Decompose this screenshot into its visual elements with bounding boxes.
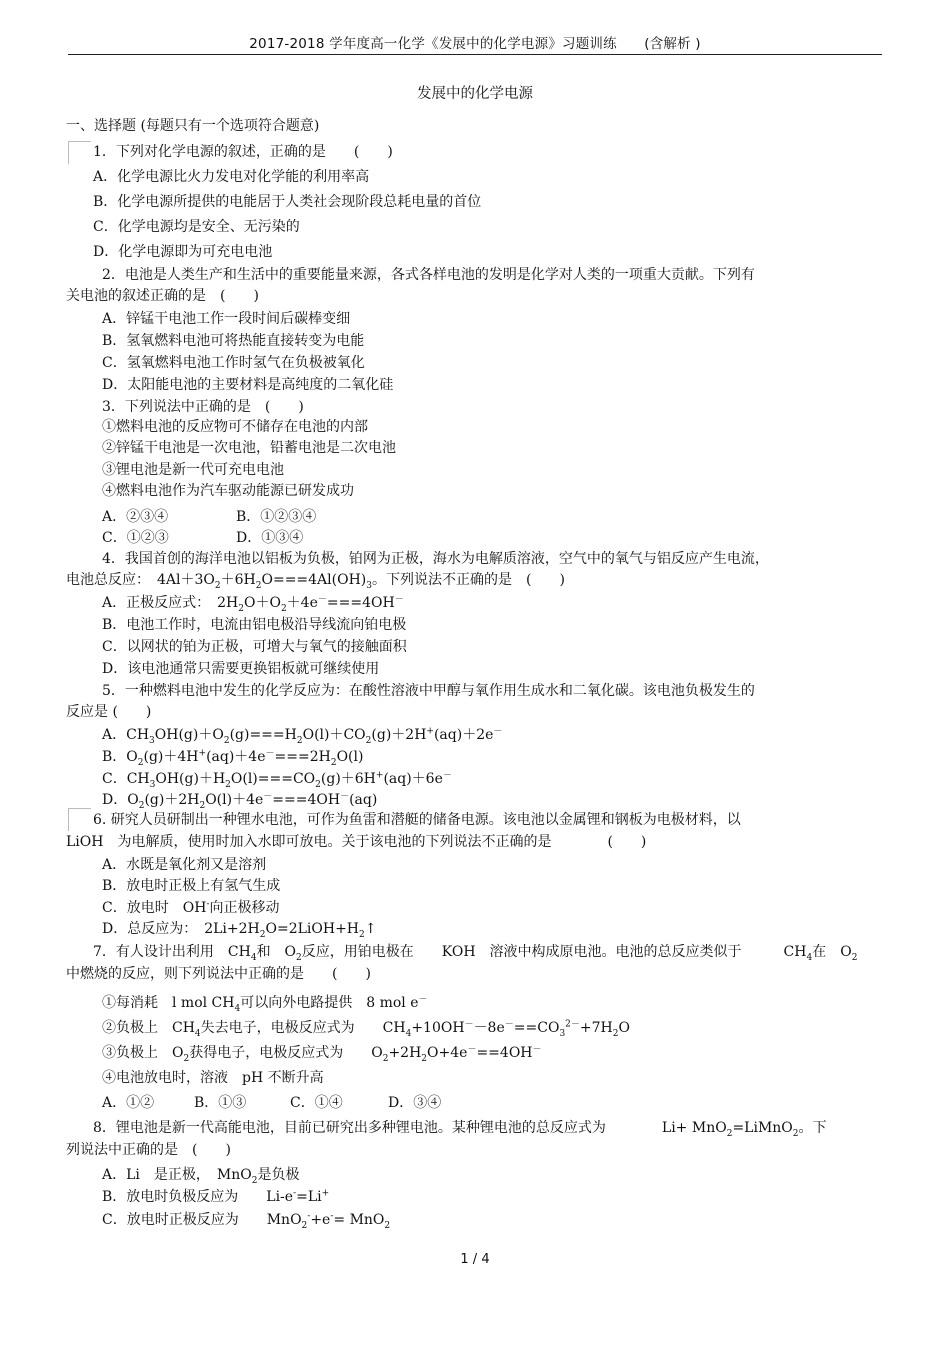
q5-option-d: D．$O_2(g)+2H_2O(l)+4e^-===4OH^-(aq)$ bbox=[102, 791, 378, 811]
q1-option-c: C．化学电源均是安全、无污染的 bbox=[93, 219, 300, 235]
q1-stem: 1．下列对化学电源的叙述，正确的是 ( ) bbox=[93, 144, 393, 160]
q3-statement-3: ③锂电池是新一代可充电电池 bbox=[102, 462, 284, 478]
q3-statement-4: ④燃料电池作为汽车驱动能源已研发成功 bbox=[102, 483, 354, 499]
q4-option-d: D．该电池通常只需要更换铝板就可继续使用 bbox=[102, 661, 380, 677]
q7-statement-4: ④电池放电时，溶液 pH 不断升高 bbox=[102, 1070, 324, 1086]
scan-mark bbox=[68, 141, 91, 164]
page-header: 2017-2018 学年度高一化学《发展中的化学电源》习题训练 (含解析 ) bbox=[68, 32, 882, 55]
q5-option-c: C．$CH_3OH(g)+H_2O(l)===CO_2(g)+6H^+(aq)+6e^-$ bbox=[102, 770, 452, 790]
page-number: 1 / 4 bbox=[460, 1252, 490, 1267]
q3-option-b: B．①②③④ bbox=[236, 509, 317, 525]
q3-option-a: A．②③④ bbox=[102, 509, 169, 525]
section-heading: 一、选择题 (每题只有一个选项符合题意) bbox=[66, 118, 320, 134]
q3-stem: 3．下列说法中正确的是 ( ) bbox=[102, 399, 304, 415]
q7-stem-line2: 中燃烧的反应，则下列说法中正确的是 ( ) bbox=[66, 966, 371, 982]
q7-stem-line1: 7．有人设计出利用 $CH_4$和 $O_2$反应，用铂电极在 KOH 溶液中构成原电池。电池的总反应类似于 $CH_4$在 $O_2$ bbox=[93, 944, 858, 963]
q3-option-c: C．①②③ bbox=[102, 530, 169, 546]
q1-option-b: B．化学电源所提供的电能居于人类社会现阶段总耗电量的首位 bbox=[93, 194, 482, 210]
q7-option-b: B．①③ bbox=[194, 1095, 247, 1111]
q6-option-c: C．放电时 OH-向正极移动 bbox=[102, 899, 280, 916]
q4-option-b: B．电池工作时，电流由铝电极沿导线流向铂电极 bbox=[102, 617, 407, 633]
q2-option-a: A．锌锰干电池工作一段时间后碳棒变细 bbox=[102, 311, 351, 327]
q5-option-a: A．$CH_3OH(g)+O_2(g)===H_2O(l)+CO_2(g)+2H^+(aq)+2e^-$ bbox=[102, 726, 503, 746]
q4-option-a: A．正极反应式： $2H_2O+O_2+4e^-===4OH^-$ bbox=[102, 594, 404, 614]
q6-stem-line1: 6. 研究人员研制出一种锂水电池，可作为鱼雷和潜艇的储备电源。该电池以金属锂和钢板为电极材料，以 bbox=[93, 812, 741, 828]
q5-stem-line1: 5．一种燃料电池中发生的化学反应为：在酸性溶液中甲醇与氧作用生成水和二氧化碳。该电池负极发生的 bbox=[102, 683, 755, 699]
document-title: 发展中的化学电源 bbox=[417, 86, 533, 102]
q7-option-a: A．①② bbox=[102, 1095, 155, 1111]
q7-statement-1: ①每消耗 l mol $CH_4$可以向外电路提供 8 mol e－ bbox=[102, 994, 428, 1014]
q3-statement-2: ②锌锰干电池是一次电池，铅蓄电池是二次电池 bbox=[102, 440, 396, 456]
q2-option-c: C．氢氧燃料电池工作时氢气在负极被氧化 bbox=[102, 355, 365, 371]
q1-option-d: D．化学电源即为可充电电池 bbox=[93, 244, 273, 260]
q3-statement-1: ①燃料电池的反应物可不储存在电池的内部 bbox=[102, 419, 368, 435]
q4-stem-line1: 4．我国首创的海洋电池以铝板为负极，铂网为正极，海水为电解质溶液，空气中的氧气与铝反应产生电流， bbox=[102, 551, 769, 567]
q5-stem-line2: 反应是 ( ) bbox=[66, 704, 152, 720]
q2-stem-line1: 2．电池是人类生产和生活中的重要能量来源，各式各样电池的发明是化学对人类的一项重大贡献。下列有 bbox=[102, 267, 755, 283]
q2-option-d: D．太阳能电池的主要材料是高纯度的二氧化硅 bbox=[102, 377, 394, 393]
q8-stem-line2: 列说法中正确的是 ( ) bbox=[66, 1142, 231, 1158]
q8-option-b: B．放电时负极反应为 Li-e-=Li+ bbox=[102, 1188, 330, 1205]
q3-option-d: D．①③④ bbox=[236, 530, 304, 546]
q2-option-b: B．氢氧燃料电池可将热能直接转变为电能 bbox=[102, 333, 365, 349]
q8-option-c: C．放电时正极反应为 MnO$_2$-+e-= MnO$_2$ bbox=[102, 1211, 391, 1231]
q7-statement-3: ③负极上 $O_2$获得电子，电极反应式为 $O_2+2H_2O+4e^-==4OH^-$ bbox=[102, 1044, 542, 1064]
q6-option-b: B．放电时正极上有氢气生成 bbox=[102, 878, 281, 894]
q7-option-c: C．①④ bbox=[290, 1095, 343, 1111]
q6-stem-line2: LiOH 为电解质，使用时加入水即可放电。关于该电池的下列说法不正确的是 ( ) bbox=[66, 834, 647, 850]
q8-stem-line1: 8．锂电池是新一代高能电池，目前已研究出多种锂电池。某种锂电池的总反应式为 Li+ MnO$_2$=LiMnO$_2$。下 bbox=[93, 1120, 827, 1139]
q8-option-a: A．Li 是正极， MnO$_2$是负极 bbox=[102, 1167, 300, 1186]
q4-stem-line2: 电池总反应： $4Al+3O_2+6H_2O===4Al(OH)_3$。下列说法不正确的是 ( ) bbox=[66, 572, 565, 591]
q5-option-b: B．$O_2(g)+4H^+(aq)+4e^-===2H_2O(l)$ bbox=[102, 748, 364, 768]
q2-stem-line2: 关电池的叙述正确的是 ( ) bbox=[66, 288, 259, 304]
q6-option-a: A．水既是氧化剂又是溶剂 bbox=[102, 857, 267, 873]
q7-option-d: D．③④ bbox=[388, 1095, 442, 1111]
q1-option-a: A．化学电源比火力发电对化学能的利用率高 bbox=[93, 169, 370, 185]
q4-option-c: C．以网状的铂为正极，可增大与氧气的接触面积 bbox=[102, 639, 407, 655]
scan-mark bbox=[68, 808, 91, 831]
q7-statement-2: ②负极上 $CH_4$失去电子，电极反应式为 $CH_4+10OH^--8e^-==CO_3^{2-}+7H_2O$ bbox=[102, 1019, 630, 1039]
q6-option-d: D．总反应为： $2Li+2H_2O=2LiOH+H_2↑$ bbox=[102, 921, 377, 940]
